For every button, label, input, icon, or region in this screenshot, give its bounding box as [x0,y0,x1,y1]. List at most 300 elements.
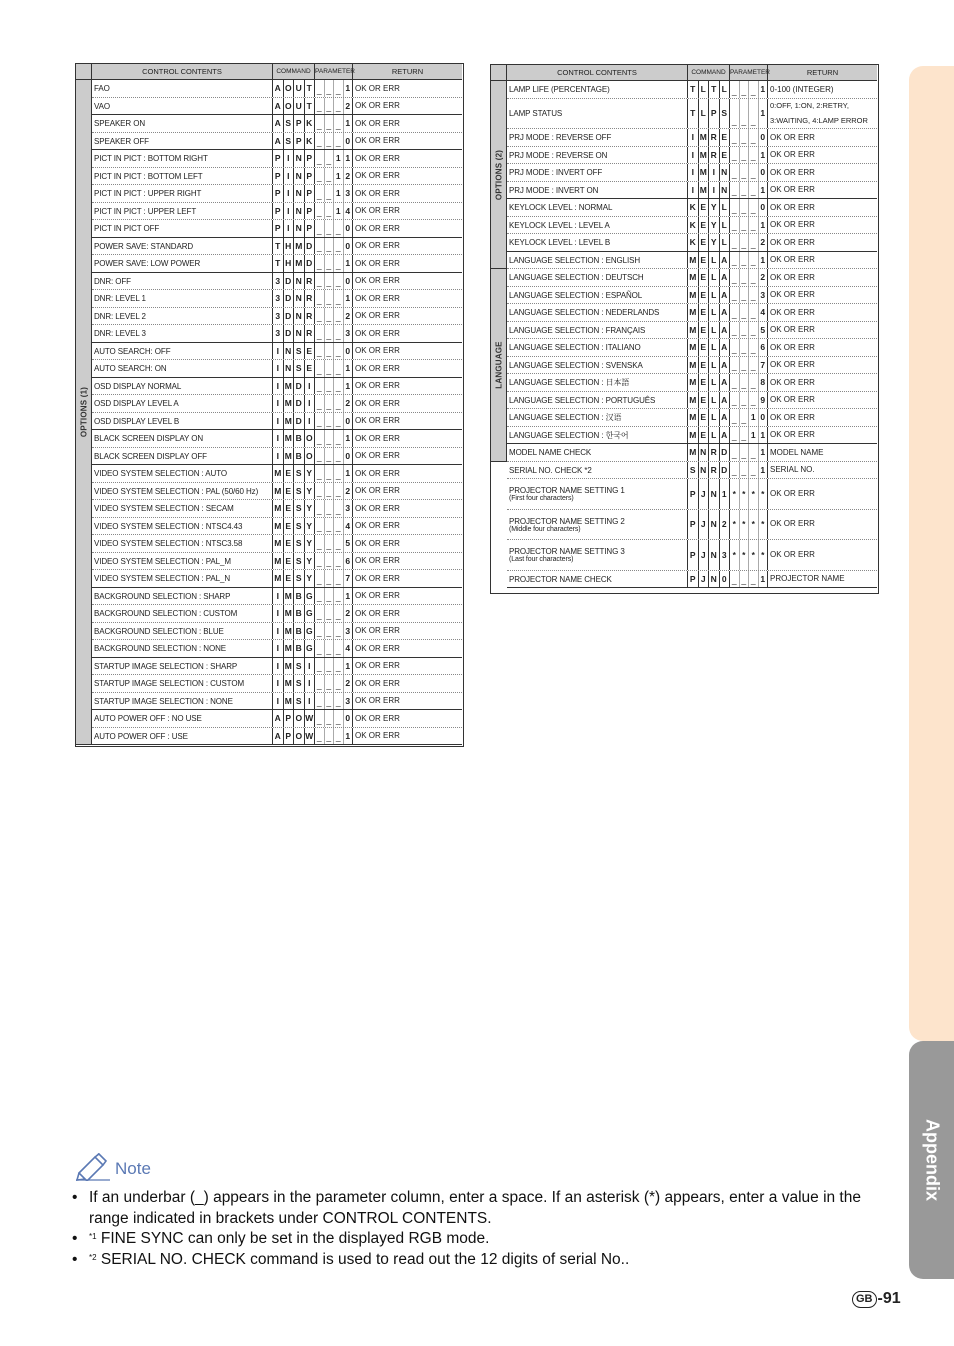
group-label: LANGUAGE [494,341,503,389]
header-corner [491,65,507,81]
command-char: U [293,80,304,97]
parameter-char: _ [729,392,739,409]
parameter-char: 8 [758,374,768,391]
command-char: I [272,343,283,360]
control-contents-cell [509,444,685,462]
parameter-char: _ [324,500,334,517]
parameter-char: 0 [343,273,353,290]
parameter-char: _ [748,269,758,286]
command-char: S [293,693,304,710]
control-contents-cell [509,217,685,235]
return-cell: OK OR ERR [767,164,877,181]
header-parameter: PARAMETER [314,64,352,80]
command-char: N [698,462,709,479]
parameter-char: 3 [343,693,353,710]
return-cell: OK OR ERR [352,115,462,132]
parameter-char: _ [729,427,739,444]
return-cell: OK OR ERR [352,605,462,622]
control-contents-cell [509,147,685,165]
parameter-char: _ [314,483,324,500]
control-label: PICT IN PICT : UPPER RIGHT [94,189,202,199]
parameter-char: 2 [758,269,768,286]
command-char: M [272,500,283,517]
header-return: RETURN [352,64,462,80]
parameter-char: _ [333,553,343,570]
parameter-char: 7 [343,570,353,587]
parameter-char: _ [324,360,334,377]
parameter-char: * [758,540,768,570]
return-cell: OK OR ERR [352,168,462,185]
parameter-char: _ [748,129,758,146]
region-badge: GB [852,1291,877,1308]
command-char: D [293,395,304,412]
parameter-char: _ [333,220,343,237]
command-char: M [687,374,698,391]
parameter-char: _ [748,304,758,321]
parameter-char: _ [729,571,739,588]
parameter-char: _ [314,115,324,132]
command-char: N [708,479,719,509]
parameter-char: 1 [343,465,353,482]
control-label: AUTO SEARCH: ON [94,364,167,374]
command-char: M [687,339,698,356]
command-char: M [687,357,698,374]
command-char: O [293,728,304,745]
command-char: N [719,164,730,181]
command-char: E [304,360,315,377]
parameter-char: _ [748,182,758,199]
command-char: P [304,203,315,220]
parameter-char: _ [333,343,343,360]
parameter-char: _ [333,658,343,675]
parameter-char: _ [739,164,749,181]
table-row [507,287,877,305]
control-contents-cell [509,322,685,340]
group-label: OPTIONS (2) [494,149,503,200]
command-char: E [698,234,709,251]
parameter-char: 1 [758,462,768,479]
parameter-char: 0 [758,409,768,426]
table-row [507,129,877,147]
command-char: I [304,658,315,675]
control-contents-cell [94,588,270,606]
return-cell: OK OR ERR [352,308,462,325]
return-cell: OK OR ERR [352,658,462,675]
return-cell: 0:OFF, 1:ON, 2:RETRY, 3:WAITING, 4:LAMP ERROR [767,99,877,129]
return-cell: OK OR ERR [352,518,462,535]
command-char: M [283,588,294,605]
parameter-char: _ [729,182,739,199]
return-cell: OK OR ERR [767,427,877,444]
parameter-char: 1 [758,444,768,461]
command-char: J [698,571,709,588]
control-label: PROJECTOR NAME SETTING 2 [509,516,625,526]
table-row [92,448,462,466]
parameter-char: _ [729,217,739,234]
return-cell: OK OR ERR [767,510,877,540]
command-char: L [708,357,719,374]
command-char: B [293,430,304,447]
parameter-char: 3 [343,185,353,202]
control-contents-cell [94,308,270,326]
table-row [92,255,462,273]
control-contents-cell [94,710,270,728]
table-row [92,728,462,746]
table-row [92,115,462,133]
control-contents-cell [509,252,685,270]
parameter-char: _ [314,290,324,307]
parameter-char: _ [324,168,334,185]
command-char: R [708,462,719,479]
command-char: E [698,217,709,234]
parameter-char: _ [314,570,324,587]
control-sublabel: (Middle four characters) [509,525,581,533]
command-char: K [687,217,698,234]
parameter-char: _ [333,500,343,517]
table-row [507,427,877,445]
control-contents-cell [94,98,270,116]
parameter-char: _ [314,168,324,185]
parameter-char: _ [324,448,334,465]
parameter-char: * [748,510,758,540]
parameter-char: _ [748,234,758,251]
control-label: LAMP LIFE (PERCENTAGE) [509,85,610,95]
command-char: I [304,675,315,692]
control-contents-cell [94,378,270,396]
table-row [92,658,462,676]
return-cell: OK OR ERR [352,220,462,237]
command-char: K [304,133,315,150]
command-char: E [698,357,709,374]
table-row [92,535,462,553]
parameter-char: 2 [343,605,353,622]
control-label: KEYLOCK LEVEL : LEVEL A [509,220,610,230]
parameter-char: _ [333,255,343,272]
parameter-char: 0 [343,238,353,255]
parameter-char: _ [314,203,324,220]
note-bullet-1-text: If an underbar (_) appears in the parameter column, enter a space. If an asterisk (*) appears, enter a value in the range indicated in brackets under CONTROL CONTENTS. [89,1189,861,1227]
command-char: Y [708,217,719,234]
command-char: P [708,99,719,129]
parameter-char: _ [314,710,324,727]
command-char: I [304,395,315,412]
table-row [507,304,877,322]
parameter-char: 6 [758,339,768,356]
command-char: S [293,570,304,587]
command-char: M [293,238,304,255]
parameter-char: _ [748,392,758,409]
control-label: VAO [94,101,111,111]
control-contents-cell [509,540,685,571]
command-char: B [293,605,304,622]
command-char: J [698,540,709,570]
parameter-char: _ [333,588,343,605]
command-char: P [304,220,315,237]
command-char: P [283,710,294,727]
parameter-char: _ [314,220,324,237]
return-cell: OK OR ERR [767,409,877,426]
return-cell: OK OR ERR [767,540,877,570]
table-row [507,234,877,252]
table-row [507,462,877,480]
return-cell: OK OR ERR [767,147,877,164]
parameter-char: * [748,540,758,570]
parameter-char: _ [314,605,324,622]
parameter-char: _ [333,378,343,395]
control-label: LANGUAGE SELECTION : PORTUGUÊS [509,395,656,405]
parameter-char: 1 [748,427,758,444]
parameter-char: _ [324,430,334,447]
control-contents-cell [94,220,270,238]
command-char: B [293,640,304,657]
return-cell: OK OR ERR [767,287,877,304]
command-char: K [304,115,315,132]
parameter-char: _ [333,710,343,727]
parameter-char: _ [314,413,324,430]
parameter-char: _ [333,430,343,447]
control-contents-cell [509,339,685,357]
parameter-char: * [739,540,749,570]
parameter-char: _ [314,518,324,535]
command-char: N [293,185,304,202]
return-cell: OK OR ERR [352,483,462,500]
command-char: R [708,147,719,164]
command-char: R [304,325,315,342]
parameter-char: _ [748,339,758,356]
table-row [507,339,877,357]
parameter-char: _ [314,588,324,605]
parameter-char: 4 [343,518,353,535]
return-cell: OK OR ERR [352,430,462,447]
parameter-char: _ [739,182,749,199]
command-char: Y [304,483,315,500]
command-char: A [719,322,730,339]
command-char: M [698,129,709,146]
return-cell: OK OR ERR [767,479,877,509]
command-char: 3 [719,540,730,570]
return-cell: SERIAL NO. [767,462,877,479]
return-cell: OK OR ERR [352,640,462,657]
parameter-char: _ [739,392,749,409]
control-contents-cell [509,427,685,445]
command-char: 3 [272,290,283,307]
control-label: PRJ MODE : REVERSE OFF [509,133,612,143]
control-label: OSD DISPLAY NORMAL [94,381,182,391]
parameter-char: _ [314,343,324,360]
control-label: VIDEO SYSTEM SELECTION : AUTO [94,469,227,479]
parameter-char: _ [314,98,324,115]
command-char: E [698,269,709,286]
control-contents-cell [94,255,270,273]
control-label: DNR: LEVEL 1 [94,294,146,304]
parameter-char: _ [739,99,749,129]
return-cell: OK OR ERR [352,553,462,570]
command-char: T [304,80,315,97]
command-char: M [293,255,304,272]
table-row [92,483,462,501]
parameter-char: _ [729,147,739,164]
command-char: N [293,220,304,237]
command-char: M [283,658,294,675]
command-char: I [283,220,294,237]
parameter-char: 0 [758,199,768,216]
command-char: A [719,427,730,444]
control-contents-cell [94,728,270,746]
page-number-text: -91 [877,1290,901,1307]
control-label: PICT IN PICT OFF [94,224,160,234]
table-row [92,168,462,186]
parameter-char: _ [729,269,739,286]
control-contents-cell [509,164,685,182]
control-label: STARTUP IMAGE SELECTION : CUSTOM [94,679,245,689]
table-row [92,430,462,448]
parameter-char: _ [739,374,749,391]
control-contents-cell [94,693,270,711]
page-number [852,1290,901,1308]
parameter-char: _ [333,395,343,412]
command-char: N [293,203,304,220]
parameter-char: * [739,479,749,509]
command-char: M [698,147,709,164]
command-char: P [272,150,283,167]
control-label: KEYLOCK LEVEL : NORMAL [509,203,613,213]
command-char: N [719,182,730,199]
parameter-char: * [739,510,749,540]
command-char: D [283,273,294,290]
group-label: OPTIONS (1) [79,386,88,438]
command-char: S [687,462,698,479]
command-char: L [698,81,709,98]
parameter-char: 1 [343,658,353,675]
command-char: N [283,360,294,377]
command-char: E [283,465,294,482]
parameter-char: 4 [758,304,768,321]
command-char: L [708,409,719,426]
parameter-char: _ [314,500,324,517]
command-char: L [708,339,719,356]
control-label: VIDEO SYSTEM SELECTION : PAL_N [94,574,231,584]
table-row [92,185,462,203]
parameter-char: _ [729,322,739,339]
parameter-char: _ [324,255,334,272]
command-char: N [708,540,719,570]
command-char: M [283,395,294,412]
control-contents-cell [509,304,685,322]
parameter-char: _ [324,728,334,745]
command-char: M [698,182,709,199]
return-cell: OK OR ERR [767,199,877,216]
table-row [92,500,462,518]
control-label: LAMP STATUS [509,109,563,119]
control-contents-cell [94,133,270,151]
table-row [92,203,462,221]
control-label: VIDEO SYSTEM SELECTION : SECAM [94,504,234,514]
parameter-char: 1 [343,115,353,132]
parameter-char: 1 [758,427,768,444]
command-char: S [283,115,294,132]
parameter-char: _ [739,571,749,588]
parameter-char: 1 [333,203,343,220]
table-row [507,199,877,217]
parameter-char: 0 [343,220,353,237]
table-row [92,150,462,168]
command-char: I [708,182,719,199]
command-char: I [272,605,283,622]
parameter-char: _ [314,378,324,395]
control-label: LANGUAGE SELECTION : 汉语 [509,413,622,423]
parameter-char: _ [748,287,758,304]
command-char: M [687,287,698,304]
control-contents-cell [94,185,270,203]
parameter-char: _ [314,623,324,640]
table-row [92,220,462,238]
table-row [507,374,877,392]
command-char: P [272,220,283,237]
command-char: G [304,623,315,640]
command-char: M [687,304,698,321]
parameter-char: _ [314,448,324,465]
appendix-tab[interactable] [909,1041,954,1279]
table-header [92,64,462,80]
command-char: P [272,168,283,185]
parameter-char: _ [333,448,343,465]
return-cell: OK OR ERR [352,448,462,465]
table-row [92,693,462,711]
control-contents-cell [509,199,685,217]
control-label: VIDEO SYSTEM SELECTION : NTSC4.43 [94,521,243,531]
control-contents-cell [94,413,270,431]
control-label: STARTUP IMAGE SELECTION : SHARP [94,661,238,671]
command-char: M [687,444,698,461]
control-contents-cell [509,510,685,541]
note-bullets [72,1188,892,1270]
command-char: M [283,675,294,692]
parameter-char: 1 [758,252,768,269]
table-row [507,510,877,541]
parameter-char: _ [748,252,758,269]
note-bullet-2 [72,1229,892,1250]
command-char: A [272,80,283,97]
parameter-char: _ [739,252,749,269]
return-cell: OK OR ERR [352,500,462,517]
command-char: D [293,413,304,430]
return-cell: OK OR ERR [352,203,462,220]
command-char: 3 [272,273,283,290]
parameter-char: 2 [343,483,353,500]
parameter-char: _ [324,325,334,342]
footnote-marker-2: *2 [89,1252,97,1262]
command-char: T [687,99,698,129]
parameter-char: _ [739,322,749,339]
note-heading [75,1154,151,1184]
parameter-char: _ [333,570,343,587]
command-char: E [698,322,709,339]
parameter-char: * [729,510,739,540]
table-row [507,357,877,375]
return-cell: OK OR ERR [352,360,462,377]
parameter-char: _ [729,287,739,304]
command-char: K [687,199,698,216]
parameter-char: 1 [343,430,353,447]
command-char: M [283,413,294,430]
control-label: PROJECTOR NAME CHECK [509,574,612,584]
parameter-char: _ [333,605,343,622]
return-cell: OK OR ERR [352,378,462,395]
control-label: AUTO SEARCH: OFF [94,346,171,356]
parameter-char: _ [333,308,343,325]
command-char: Y [304,518,315,535]
return-cell: OK OR ERR [352,185,462,202]
